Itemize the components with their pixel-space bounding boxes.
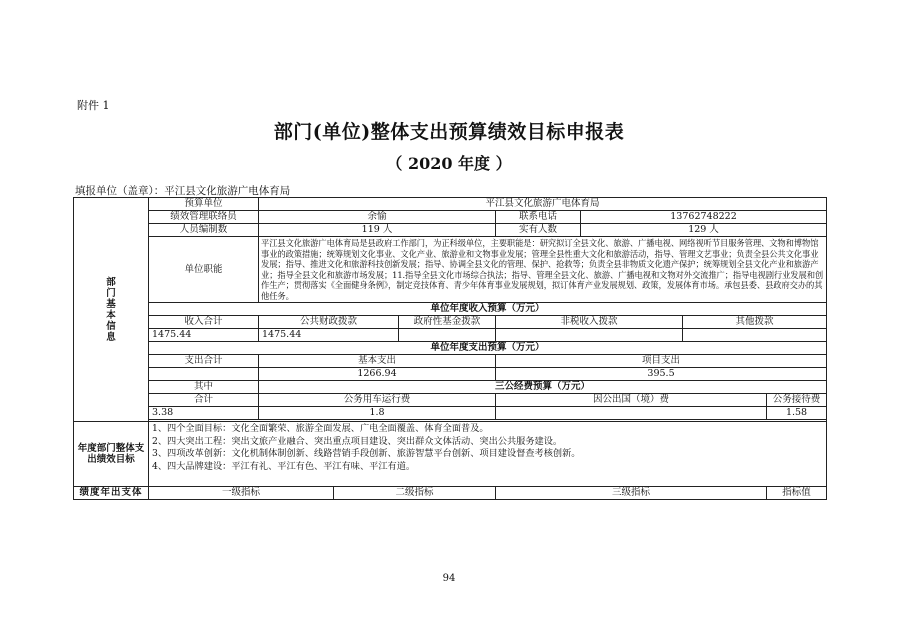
three-public-car-value: 1.8 [259,407,496,420]
indicator-header-value: 指标值 [767,487,827,500]
expense-heading: 单位年度支出预算（万元） [149,342,827,355]
expense-basic-value: 1266.94 [259,368,496,381]
expense-header-basic: 基本支出 [259,355,496,368]
budget-unit-label: 预算单位 [149,198,259,211]
expense-header-project: 项目支出 [496,355,827,368]
three-public-heading: 三公经费预算（万元） [259,381,827,394]
duty-label: 单位职能 [149,237,259,303]
goal-item: 3、四项改革创新：文化机制体制创新、线路营销手段创新、旅游智慧平台创新、项目建设督查考核创新。 [152,448,581,459]
three-public-abroad-value [496,407,767,420]
indicator-header-level3: 三级指标 [496,487,767,500]
filling-unit: 填报单位（盖章）：平江县文化旅游广电体育局 [75,185,291,197]
goals-list [149,422,827,487]
indicator-header-level1: 一级指标 [149,487,334,500]
actual-staff-label: 实有人数 [496,224,581,237]
income-other-value [683,329,827,342]
three-public-header-reception: 公务接待费 [767,394,827,407]
income-header-fund: 政府性基金拨款 [399,316,496,329]
of-which-label: 其中 [149,381,259,394]
phone-label: 联系电话 [496,211,581,224]
budget-unit-value: 平江县文化旅游广电体育局 [259,198,827,211]
three-public-header-car: 公务用车运行费 [259,394,496,407]
income-heading: 单位年度收入预算（万元） [149,303,827,316]
income-public-value: 1475.44 [259,329,399,342]
actual-staff-value: 129 人 [581,224,827,237]
expense-total-value [149,368,259,381]
goal-item: 2、四大突出工程：突出文旅产业融合、突出重点项目建设、突出群众文体活动、突出公共服务建设。 [152,435,563,447]
indicators-label: 绩度年出支体 [74,487,149,500]
indicator-header-level2: 二级指标 [334,487,496,500]
goals-label: 年度部门整体支出绩效目标 [74,422,149,487]
duty-text: 平江县文化旅游广电体育局是县政府工作部门，为正科级单位，主要职能是：研究拟订全县文化、旅游、广播电视、网络视听节目服务管理、文物和博物馆事业的政策措施；统筹规划文化事业、文化产业、旅游业和文物事业发展；管理全县性重大文化和旅游活动，指导、管理文艺事业；负责全县公共文化事业发展；指导、推进文化和旅游科技创新发展；指导、协调全县文化的管理、保护、抢救等；负责全县非物质文化遗产保护；统筹规划全县文化产业和旅游产业；指导全县文化和旅游市场发展；11.指导全县文化市场综合执法；指导、管理全县文化、旅游、广播电视和文物对外交流推广；指导电视剧行业发展和创作生产；贯彻落实《全面健身条例》，制定竞技体育、青少年体育事业发展规划，拟订体育产业发展规划、政策，发展体育市场。承包县委、县政府交办的其他任务。 [259,237,827,303]
income-header-public: 公共财政拨款 [259,316,399,329]
contact-value: 余愉 [259,211,496,224]
income-fund-value [399,329,496,342]
goal-item: 1、四个全面目标：文化全面繁荣、旅游全面发展、广电全面覆盖、体育全面普及。 [152,423,489,434]
income-total-value: 1475.44 [149,329,259,342]
income-header-nontax: 非税收入拨款 [496,316,683,329]
page-title: 部门(单位)整体支出预算绩效目标申报表 [273,121,625,143]
three-public-header-abroad: 因公出国（境）费 [496,394,767,407]
expense-header-total: 支出合计 [149,355,259,368]
staff-label: 人员编制数 [149,224,259,237]
staff-value: 119 人 [259,224,496,237]
goal-item: 4、四大品牌建设：平江有礼、平江有色、平江有味、平江有道。 [152,460,416,472]
three-public-header-total: 合计 [149,394,259,407]
income-nontax-value [496,329,683,342]
three-public-total-value: 3.38 [149,407,259,420]
page-number: 94 [442,573,456,584]
contact-label: 绩效管理联络员 [149,211,259,224]
year-subtitle: （ 2020 年度 ） [386,154,512,173]
attachment-label: 附件 1 [77,99,110,112]
income-header-total: 收入合计 [149,316,259,329]
section-label-basic: 部门基本信息 [74,198,149,422]
phone-value: 13762748222 [581,211,827,224]
three-public-reception-value: 1.58 [767,407,827,420]
budget-form-table [73,197,827,500]
expense-project-value: 395.5 [496,368,827,381]
income-header-other: 其他拨款 [683,316,827,329]
